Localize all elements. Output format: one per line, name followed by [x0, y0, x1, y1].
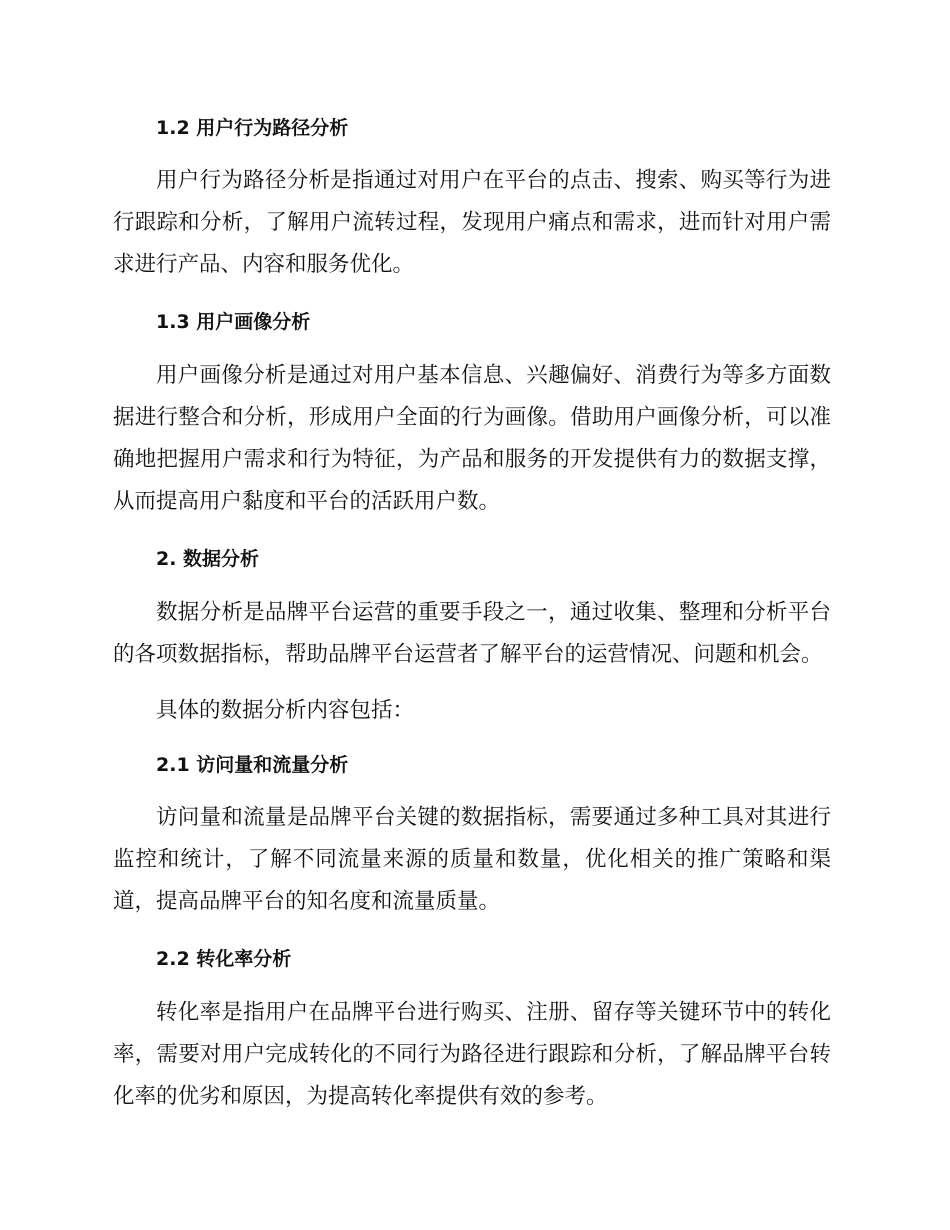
section-heading-1-2: 1.2 用户行为路径分析 [156, 117, 349, 139]
section-body-1-3: 用户画像分析是通过对用户基本信息、兴趣偏好、消费行为等多方面数据进行整合和分析，形成用户全面的行为画像。借助用户画像分析，可以准确地把握用户需求和行为特征，为产品和服务的开发提供有力的数据支撑，从而提高用户黏度和平台的活跃用户数。 [113, 363, 831, 514]
section-heading-1-3: 1.3 用户画像分析 [156, 311, 311, 333]
section-body-1-2: 用户行为路径分析是指通过对用户在平台的点击、搜索、购买等行为进行跟踪和分析，了解用户流转过程，发现用户痛点和需求，进而针对用户需求进行产品、内容和服务优化。 [113, 168, 831, 277]
section-body-2-1: 访问量和流量是品牌平台关键的数据指标，需要通过多种工具对其进行监控和统计，了解不同流量来源的质量和数量，优化相关的推广策略和渠道，提高品牌平台的知名度和流量质量。 [113, 805, 831, 914]
section-body-2-2: 转化率是指用户在品牌平台进行购买、注册、留存等关键环节中的转化率，需要对用户完成转化的不同行为路径进行跟踪和分析，了解品牌平台转化率的优劣和原因，为提高转化率提供有效的参考。 [113, 1000, 831, 1109]
section-body-2: 数据分析是品牌平台运营的重要手段之一，通过收集、整理和分析平台的各项数据指标，帮助品牌平台运营者了解平台的运营情况、问题和机会。 [113, 600, 831, 667]
section-heading-2-1: 2.1 访问量和流量分析 [156, 754, 349, 776]
section-heading-2: 2. 数据分析 [156, 548, 260, 570]
section-heading-2-2: 2.2 转化率分析 [156, 948, 292, 970]
section-intro-2: 具体的数据分析内容包括： [156, 698, 415, 723]
